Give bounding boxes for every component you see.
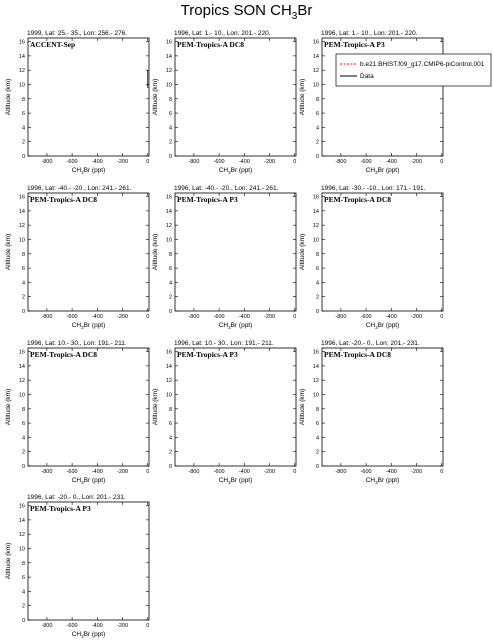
y-tick-label: 16 <box>18 194 25 201</box>
y-tick-label: 8 <box>315 96 319 103</box>
plot-frame <box>175 193 296 311</box>
y-tick-label: 8 <box>168 406 172 413</box>
y-tick-label: 12 <box>18 68 25 75</box>
legend-label-1: b.e21.BHIST.f09_g17.CMIP6-piControl.001 <box>360 61 485 68</box>
y-axis-label: Altitude (km) <box>299 388 306 426</box>
x-tick-label: 0 <box>146 469 150 475</box>
y-tick-label: 12 <box>312 68 319 75</box>
panel-subtitle: 1996, Lat: 1.- 10., Lon: 201.- 220. <box>321 30 418 37</box>
y-tick-label: 8 <box>168 251 172 258</box>
y-axis-label: Altitude (km) <box>152 233 159 271</box>
x-tick-label: -400 <box>91 314 103 320</box>
x-tick-label: 0 <box>293 469 297 475</box>
chart-panel-9 <box>299 340 443 485</box>
y-tick-label: 10 <box>165 392 172 399</box>
x-tick-label: -800 <box>335 314 347 320</box>
y-tick-label: 10 <box>312 237 319 244</box>
y-axis-label: Altitude (km) <box>5 233 12 271</box>
y-tick-label: 14 <box>18 208 25 215</box>
x-tick-label: 0 <box>146 314 150 320</box>
panel-subtitle: 1996, Lat: 10.- 30., Lon: 191.- 211. <box>27 340 127 347</box>
y-tick-label: 4 <box>21 280 25 287</box>
x-tick-label: -200 <box>411 314 423 320</box>
panel-subtitle: 1996, Lat: -30.- -10., Lon: 171.- 191. <box>321 185 426 192</box>
campaign-label: PEM-Tropics-A DC8 <box>177 40 245 49</box>
y-tick-label: 6 <box>168 111 172 118</box>
y-axis-label: Altitude (km) <box>5 542 12 580</box>
panel-subtitle: 1996, Lat: -40.- -20., Lon: 241.- 261. <box>27 185 132 192</box>
x-tick-label: -400 <box>91 469 103 475</box>
y-tick-label: 10 <box>18 392 25 399</box>
plot-frame <box>28 502 149 620</box>
y-tick-label: 8 <box>21 406 25 413</box>
x-tick-label: -800 <box>41 159 53 165</box>
x-tick-label: 0 <box>293 314 297 320</box>
y-tick-label: 16 <box>165 194 172 201</box>
x-tick-label: -800 <box>188 469 200 475</box>
y-tick-label: 10 <box>165 237 172 244</box>
x-tick-label: -800 <box>41 314 53 320</box>
x-axis-label: $CH_3Br$ (ppt) <box>71 631 106 639</box>
x-tick-label: -400 <box>238 469 250 475</box>
panel-subtitle: 1996, Lat: -20.- 0., Lon: 201.- 231. <box>27 494 126 501</box>
y-tick-label: 6 <box>315 111 319 118</box>
y-axis-label: Altitude (km) <box>299 233 306 271</box>
legend-box <box>336 54 491 86</box>
x-tick-label: -800 <box>335 469 347 475</box>
y-tick-label: 8 <box>315 406 319 413</box>
plot-frame <box>322 193 443 311</box>
chart-panel-6 <box>299 185 443 330</box>
x-tick-label: -400 <box>91 623 103 629</box>
y-tick-label: 6 <box>21 266 25 273</box>
chart-panel-3 <box>299 30 443 175</box>
y-tick-label: 10 <box>165 82 172 89</box>
x-tick-label: -400 <box>91 159 103 165</box>
y-tick-label: 16 <box>312 39 319 46</box>
y-tick-label: 16 <box>18 503 25 510</box>
y-axis-label: Altitude (km) <box>152 388 159 426</box>
y-tick-label: 4 <box>168 125 172 132</box>
chart-panel-5 <box>152 185 296 330</box>
y-tick-label: 4 <box>21 125 25 132</box>
x-axis-label: $CH_3Br$ (ppt) <box>365 477 400 485</box>
y-tick-label: 16 <box>312 349 319 356</box>
y-tick-label: 16 <box>18 39 25 46</box>
x-tick-label: -800 <box>335 159 347 165</box>
y-tick-label: 2 <box>315 449 319 456</box>
chart-panel-2 <box>152 30 296 175</box>
y-tick-label: 16 <box>18 349 25 356</box>
y-tick-label: 8 <box>315 251 319 258</box>
x-tick-label: -400 <box>238 159 250 165</box>
y-axis-label: Altitude (km) <box>5 78 12 116</box>
y-tick-label: 14 <box>312 208 319 215</box>
y-tick-label: 10 <box>312 392 319 399</box>
y-axis-label: Altitude (km) <box>152 78 159 116</box>
x-tick-label: -600 <box>66 159 78 165</box>
chart-panel-7 <box>5 340 149 485</box>
y-tick-label: 12 <box>165 68 172 75</box>
y-tick-label: 0 <box>168 154 172 160</box>
panel-subtitle: 1996, Lat: 1.- 10., Lon: 201.- 220. <box>174 30 271 37</box>
y-tick-label: 0 <box>21 464 25 470</box>
y-tick-label: 4 <box>168 435 172 442</box>
title-sub: 3 <box>291 11 298 22</box>
y-tick-label: 8 <box>168 96 172 103</box>
chart-panel-8 <box>152 340 296 485</box>
x-tick-label: 0 <box>440 469 444 475</box>
y-tick-label: 12 <box>165 223 172 230</box>
y-tick-label: 4 <box>315 125 319 132</box>
y-tick-label: 14 <box>312 363 319 370</box>
y-tick-label: 8 <box>21 251 25 258</box>
panel-subtitle: 1999, Lat: 25.- 35., Lon: 256.- 276. <box>27 30 128 37</box>
y-tick-label: 2 <box>21 294 25 301</box>
y-tick-label: 4 <box>21 435 25 442</box>
x-tick-label: -600 <box>66 623 78 629</box>
x-tick-label: -600 <box>213 469 225 475</box>
campaign-label: PEM-Tropics-A P3 <box>177 350 238 359</box>
x-tick-label: -600 <box>66 469 78 475</box>
x-tick-label: -400 <box>385 469 397 475</box>
x-axis-label: $CH_3Br$ (ppt) <box>71 477 106 485</box>
y-tick-label: 0 <box>21 309 25 315</box>
y-tick-label: 10 <box>312 82 319 89</box>
y-tick-label: 6 <box>168 421 172 428</box>
y-tick-label: 14 <box>18 517 25 524</box>
x-tick-label: -600 <box>213 159 225 165</box>
y-tick-label: 4 <box>21 589 25 596</box>
y-tick-label: 14 <box>165 363 172 370</box>
x-tick-label: -800 <box>41 469 53 475</box>
x-tick-label: -200 <box>411 469 423 475</box>
x-tick-label: 0 <box>440 159 444 165</box>
x-tick-label: -200 <box>117 623 129 629</box>
campaign-label: PEM-Tropics-A DC8 <box>324 350 392 359</box>
x-tick-label: -600 <box>360 314 372 320</box>
y-tick-label: 12 <box>312 378 319 385</box>
y-tick-label: 2 <box>315 139 319 146</box>
y-tick-label: 6 <box>168 266 172 273</box>
x-tick-label: -200 <box>117 469 129 475</box>
y-tick-label: 0 <box>21 154 25 160</box>
y-tick-label: 12 <box>165 378 172 385</box>
x-tick-label: -200 <box>264 159 276 165</box>
y-tick-label: 0 <box>21 618 25 624</box>
campaign-label: ACCENT-Sep <box>30 40 76 49</box>
y-tick-label: 12 <box>18 378 25 385</box>
y-tick-label: 8 <box>21 96 25 103</box>
plot-frame <box>175 348 296 466</box>
y-tick-label: 16 <box>165 39 172 46</box>
x-tick-label: -800 <box>188 159 200 165</box>
panel-subtitle: 1996, Lat: -40.- -20., Lon: 241.- 261. <box>174 185 279 192</box>
legend <box>336 54 491 86</box>
x-tick-label: -200 <box>264 469 276 475</box>
x-tick-label: 0 <box>293 159 297 165</box>
y-tick-label: 4 <box>315 280 319 287</box>
y-tick-label: 10 <box>18 237 25 244</box>
y-tick-label: 0 <box>168 464 172 470</box>
x-axis-label: $CH_3Br$ (ppt) <box>71 167 106 175</box>
y-tick-label: 16 <box>312 194 319 201</box>
chart-panel-10 <box>5 494 149 639</box>
y-tick-label: 6 <box>21 421 25 428</box>
y-tick-label: 8 <box>21 560 25 567</box>
x-axis-label: $CH_3Br$ (ppt) <box>365 322 400 330</box>
y-axis-label: Altitude (km) <box>5 388 12 426</box>
y-tick-label: 12 <box>312 223 319 230</box>
campaign-label: PEM-Tropics-A DC8 <box>30 195 98 204</box>
y-axis-label: Altitude (km) <box>299 78 306 116</box>
x-tick-label: -600 <box>66 314 78 320</box>
x-axis-label: $CH_3Br$ (ppt) <box>218 167 253 175</box>
y-tick-label: 14 <box>165 208 172 215</box>
y-tick-label: 2 <box>21 603 25 610</box>
x-tick-label: 0 <box>146 159 150 165</box>
y-tick-label: 0 <box>315 154 319 160</box>
y-tick-label: 6 <box>21 575 25 582</box>
plot-frame <box>175 38 296 156</box>
y-tick-label: 0 <box>168 309 172 315</box>
y-tick-label: 2 <box>168 139 172 146</box>
y-tick-label: 0 <box>315 464 319 470</box>
y-tick-label: 0 <box>315 309 319 315</box>
y-tick-label: 6 <box>21 111 25 118</box>
x-tick-label: -200 <box>411 159 423 165</box>
x-axis-label: $CH_3Br$ (ppt) <box>365 167 400 175</box>
y-tick-label: 12 <box>18 223 25 230</box>
x-tick-label: -200 <box>117 314 129 320</box>
x-tick-label: -400 <box>238 314 250 320</box>
y-tick-label: 14 <box>18 53 25 60</box>
y-tick-label: 2 <box>315 294 319 301</box>
y-tick-label: 12 <box>18 532 25 539</box>
y-tick-label: 4 <box>168 280 172 287</box>
y-tick-label: 4 <box>315 435 319 442</box>
x-tick-label: -200 <box>117 159 129 165</box>
y-tick-label: 10 <box>18 82 25 89</box>
x-tick-label: 0 <box>146 623 150 629</box>
campaign-label: PEM-Tropics-A P3 <box>324 40 385 49</box>
y-tick-label: 6 <box>315 266 319 273</box>
panel-subtitle: 1996, Lat: 10.- 30., Lon: 191.- 211. <box>174 340 274 347</box>
title-main: Tropics SON CH <box>180 2 292 19</box>
x-tick-label: -200 <box>264 314 276 320</box>
campaign-label: PEM-Tropics-A P3 <box>30 504 91 513</box>
y-tick-label: 6 <box>315 421 319 428</box>
campaign-label: PEM-Tropics-A DC8 <box>30 350 98 359</box>
x-axis-label: $CH_3Br$ (ppt) <box>71 322 106 330</box>
chart-panel-4 <box>5 185 149 330</box>
x-tick-label: -600 <box>360 469 372 475</box>
y-tick-label: 2 <box>168 449 172 456</box>
y-tick-label: 10 <box>18 546 25 553</box>
plot-frame <box>28 193 149 311</box>
y-tick-label: 14 <box>312 53 319 60</box>
x-tick-label: -600 <box>213 314 225 320</box>
panel-subtitle: 1996, Lat: -20.- 0., Lon: 201.- 231. <box>321 340 420 347</box>
campaign-label: PEM-Tropics-A P3 <box>177 195 238 204</box>
x-tick-label: -400 <box>385 314 397 320</box>
title-tail: Br <box>297 2 313 19</box>
plot-frame <box>28 38 149 156</box>
x-tick-label: 0 <box>440 314 444 320</box>
y-tick-label: 2 <box>21 139 25 146</box>
legend-label-2: Data <box>360 73 374 80</box>
x-tick-label: -400 <box>385 159 397 165</box>
x-tick-label: -800 <box>188 314 200 320</box>
y-tick-label: 2 <box>168 294 172 301</box>
x-axis-label: $CH_3Br$ (ppt) <box>218 477 253 485</box>
plot-frame <box>322 348 443 466</box>
y-tick-label: 2 <box>21 449 25 456</box>
y-tick-label: 14 <box>165 53 172 60</box>
x-axis-label: $CH_3Br$ (ppt) <box>218 322 253 330</box>
y-tick-label: 16 <box>165 349 172 356</box>
campaign-label: PEM-Tropics-A DC8 <box>324 195 392 204</box>
x-tick-label: -600 <box>360 159 372 165</box>
plot-frame <box>28 348 149 466</box>
y-tick-label: 14 <box>18 363 25 370</box>
chart-panel-1 <box>5 30 149 175</box>
x-tick-label: -800 <box>41 623 53 629</box>
